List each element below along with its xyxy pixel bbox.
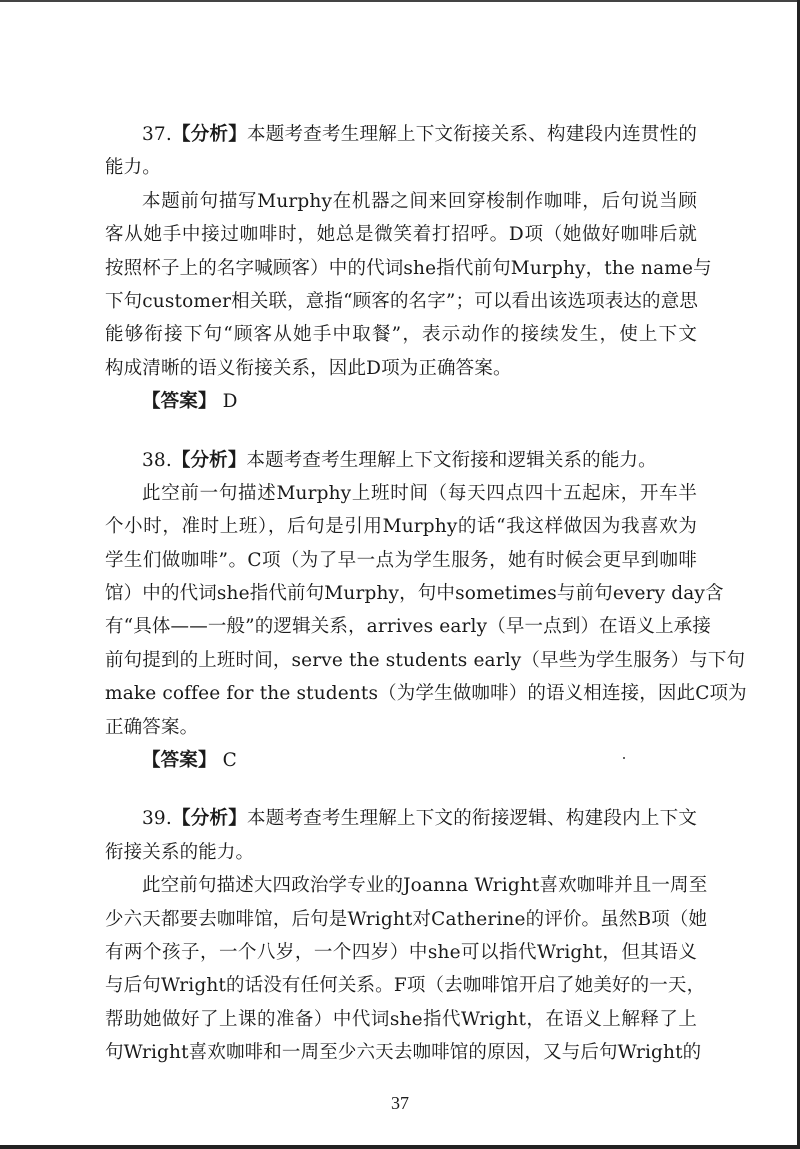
answer-value: C bbox=[222, 750, 237, 772]
body-line: 能够衔接下句“顾客从她手中取餐”，表示动作的接续发生，使上下文 bbox=[105, 324, 697, 346]
section-38 bbox=[105, 444, 747, 778]
body-line: 学生们做咖啡”。C项（为了早一点为学生服务，她有时候会更早到咖啡 bbox=[105, 549, 697, 571]
heading-text: 能力。 bbox=[105, 157, 161, 179]
body-line: 少六天都要去咖啡馆，后句是Wright对Catherine的评价。虽然B项（她 bbox=[105, 908, 708, 930]
heading-text: 衔接关系的能力。 bbox=[105, 841, 255, 863]
heading-text: 本题考查考生理解上下文衔接和逻辑关系的能力。 bbox=[246, 449, 657, 471]
body-line: 有“具体——一般”的逻辑关系，arrives early（早一点到）在语义上承接 bbox=[105, 616, 712, 638]
body-line: 构成清晰的语义衔接关系，因此D项为正确答案。 bbox=[105, 357, 512, 379]
answer-value: D bbox=[222, 391, 238, 413]
body-line: 此空前句描述大四政治学专业的Joanna Wright喜欢咖啡并且一周至 bbox=[142, 875, 708, 897]
section-number: 39. bbox=[142, 808, 172, 830]
body-line: 下句customer相关联，意指“顾客的名字”；可以看出该选项表达的意思 bbox=[105, 290, 698, 312]
body-line: 馆）中的代词she指代前句Murphy，句中sometimes与前句every day含 bbox=[105, 583, 724, 605]
heading-text: 本题考查考生理解上下文衔接关系、构建段内连贯性的 bbox=[247, 124, 697, 145]
body-line: 正确答案。 bbox=[105, 716, 199, 738]
answer-tag: 【答案】 bbox=[142, 391, 217, 413]
document-body bbox=[105, 118, 747, 1070]
body-line: 按照杯子上的名字喊顾客）中的代词she指代前句Murphy，the name与 bbox=[105, 257, 712, 279]
heading-text: 本题考查考生理解上下文的衔接逻辑、构建段内上下文 bbox=[247, 808, 697, 830]
analysis-tag: 【分析】 bbox=[171, 808, 247, 830]
body-line: 客从她手中接过咖啡时，她总是微笑着打招呼。D项（她做好咖啡后就 bbox=[105, 224, 697, 246]
scan-edge-top bbox=[0, 0, 800, 2]
body-line: 帮助她做好了上课的准备）中代词she指代Wright，在语义上解释了上 bbox=[105, 1008, 697, 1030]
scan-edge-bottom bbox=[0, 1145, 800, 1149]
body-line: 个小时，准时上班），后句是引用Murphy的话“我这样做因为我喜欢为 bbox=[105, 516, 697, 538]
section-heading bbox=[105, 802, 697, 835]
section-heading bbox=[105, 444, 697, 477]
section-37 bbox=[105, 118, 712, 419]
answer-tag: 【答案】 bbox=[142, 750, 217, 772]
body-line: 与后句Wright的话没有任何关系。F项（去咖啡馆开启了她美好的一天， bbox=[105, 975, 706, 997]
section-39 bbox=[105, 802, 708, 1069]
section-heading bbox=[105, 118, 697, 151]
answer-line bbox=[105, 385, 697, 418]
body-line: make coffee for the students（为学生做咖啡）的语义相连接，因此C项为 bbox=[105, 683, 747, 705]
analysis-tag: 【分析】 bbox=[171, 124, 247, 145]
body-line: 本题前句描写Murphy在机器之间来回穿梭制作咖啡，后句说当顾 bbox=[142, 190, 697, 212]
section-number: 37. bbox=[142, 124, 172, 145]
analysis-tag: 【分析】 bbox=[171, 449, 247, 471]
body-line: 句Wright喜欢咖啡和一周至少六天去咖啡馆的原因，又与后句Wright的 bbox=[105, 1042, 702, 1064]
body-line: 前句提到的上班时间，serve the students early（早些为学生服务）与下句 bbox=[105, 649, 746, 671]
body-line: 有两个孩子，一个八岁，一个四岁）中she可以指代Wright，但其语义 bbox=[105, 941, 697, 963]
answer-line bbox=[105, 744, 697, 777]
body-line: 此空前一句描述Murphy上班时间（每天四点四十五起床，开车半 bbox=[142, 482, 697, 504]
page-number: 37 bbox=[391, 1093, 409, 1113]
section-number: 38. bbox=[142, 449, 172, 471]
